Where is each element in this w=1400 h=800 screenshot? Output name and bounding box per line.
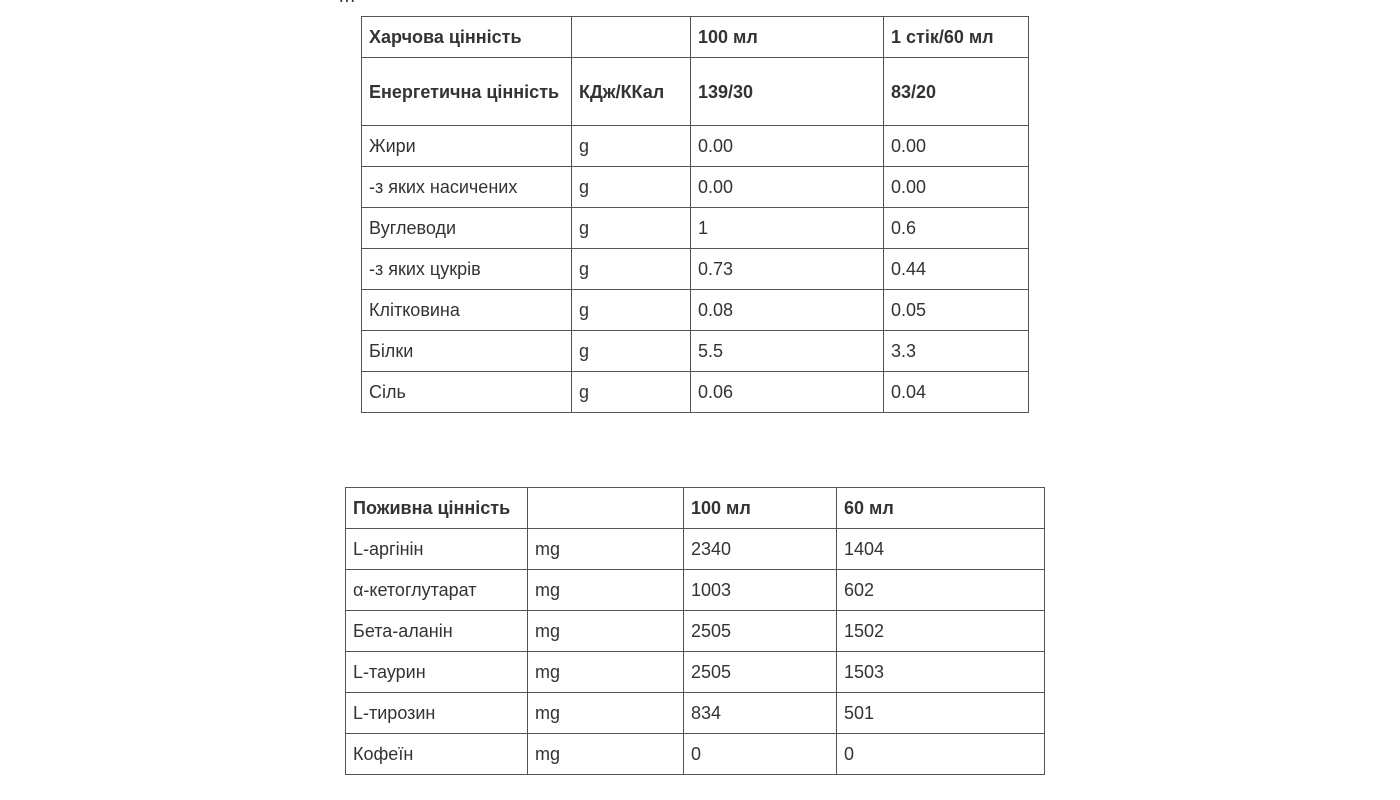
table-header-row [362,17,1029,58]
row-per-100ml: 834 [684,693,837,734]
row-name: -з яких цукрів [362,249,572,290]
row-per-100ml: 2505 [684,611,837,652]
table-row [362,249,1029,290]
row-per-stick: 3.3 [884,331,1029,372]
energy-row [362,58,1029,126]
row-unit: mg [528,693,684,734]
row-unit: mg [528,734,684,775]
header-cell-name: Харчова цінність [362,17,572,58]
row-per-stick: 0.00 [884,167,1029,208]
nutrition-value-table [361,16,1029,413]
row-name: L-таурин [346,652,528,693]
row-name: Бета-аланін [346,611,528,652]
table-row [346,734,1045,775]
row-per-60ml: 501 [837,693,1045,734]
energy-per-100ml: 139/30 [691,58,884,126]
row-per-60ml: 1503 [837,652,1045,693]
row-per-100ml: 1 [691,208,884,249]
row-per-60ml: 0 [837,734,1045,775]
header-cell-per-stick: 1 стік/60 мл [884,17,1029,58]
table-row [346,693,1045,734]
header-cell-per-100ml: 100 мл [684,488,837,529]
row-unit: g [572,126,691,167]
energy-label: Енергетична цінність [362,58,572,126]
table-row [362,167,1029,208]
row-name: -з яких насичених [362,167,572,208]
row-per-stick: 0.00 [884,126,1029,167]
table-row [362,126,1029,167]
row-per-100ml: 0.08 [691,290,884,331]
row-unit: g [572,290,691,331]
row-per-100ml: 0 [684,734,837,775]
row-name: Вуглеводи [362,208,572,249]
table-row [346,611,1045,652]
row-per-60ml: 1502 [837,611,1045,652]
header-cell-unit [528,488,684,529]
row-unit: mg [528,570,684,611]
header-cell-name: Поживна цінність [346,488,528,529]
row-unit: g [572,331,691,372]
row-per-100ml: 0.73 [691,249,884,290]
row-per-100ml: 5.5 [691,331,884,372]
row-unit: mg [528,611,684,652]
row-unit: mg [528,529,684,570]
table-row [362,290,1029,331]
row-unit: g [572,249,691,290]
row-per-100ml: 2340 [684,529,837,570]
row-per-stick: 0.04 [884,372,1029,413]
row-name: α-кетоглутарат [346,570,528,611]
row-unit: g [572,167,691,208]
row-name: Кофеїн [346,734,528,775]
table-row [362,372,1029,413]
row-unit: g [572,372,691,413]
row-per-100ml: 0.00 [691,126,884,167]
nutrient-content-table [345,487,1045,775]
row-per-100ml: 2505 [684,652,837,693]
row-unit: mg [528,652,684,693]
table-row [362,331,1029,372]
row-per-stick: 0.6 [884,208,1029,249]
table-header-row [346,488,1045,529]
row-name: Білки [362,331,572,372]
row-per-100ml: 1003 [684,570,837,611]
header-cell-per-60ml: 60 мл [837,488,1045,529]
row-per-60ml: 602 [837,570,1045,611]
clipped-top-text [338,0,356,7]
header-cell-unit [572,17,691,58]
row-per-100ml: 0.06 [691,372,884,413]
table-row [362,208,1029,249]
row-name: Клітковина [362,290,572,331]
row-per-stick: 0.44 [884,249,1029,290]
row-per-stick: 0.05 [884,290,1029,331]
header-cell-per-100ml: 100 мл [691,17,884,58]
row-name: L-тирозин [346,693,528,734]
table-row [346,652,1045,693]
row-unit: g [572,208,691,249]
row-per-100ml: 0.00 [691,167,884,208]
table-row [346,529,1045,570]
energy-unit: КДж/ККал [572,58,691,126]
row-name: Жири [362,126,572,167]
energy-per-stick: 83/20 [884,58,1029,126]
row-name: Сіль [362,372,572,413]
table-row [346,570,1045,611]
row-per-60ml: 1404 [837,529,1045,570]
row-name: L-аргінін [346,529,528,570]
